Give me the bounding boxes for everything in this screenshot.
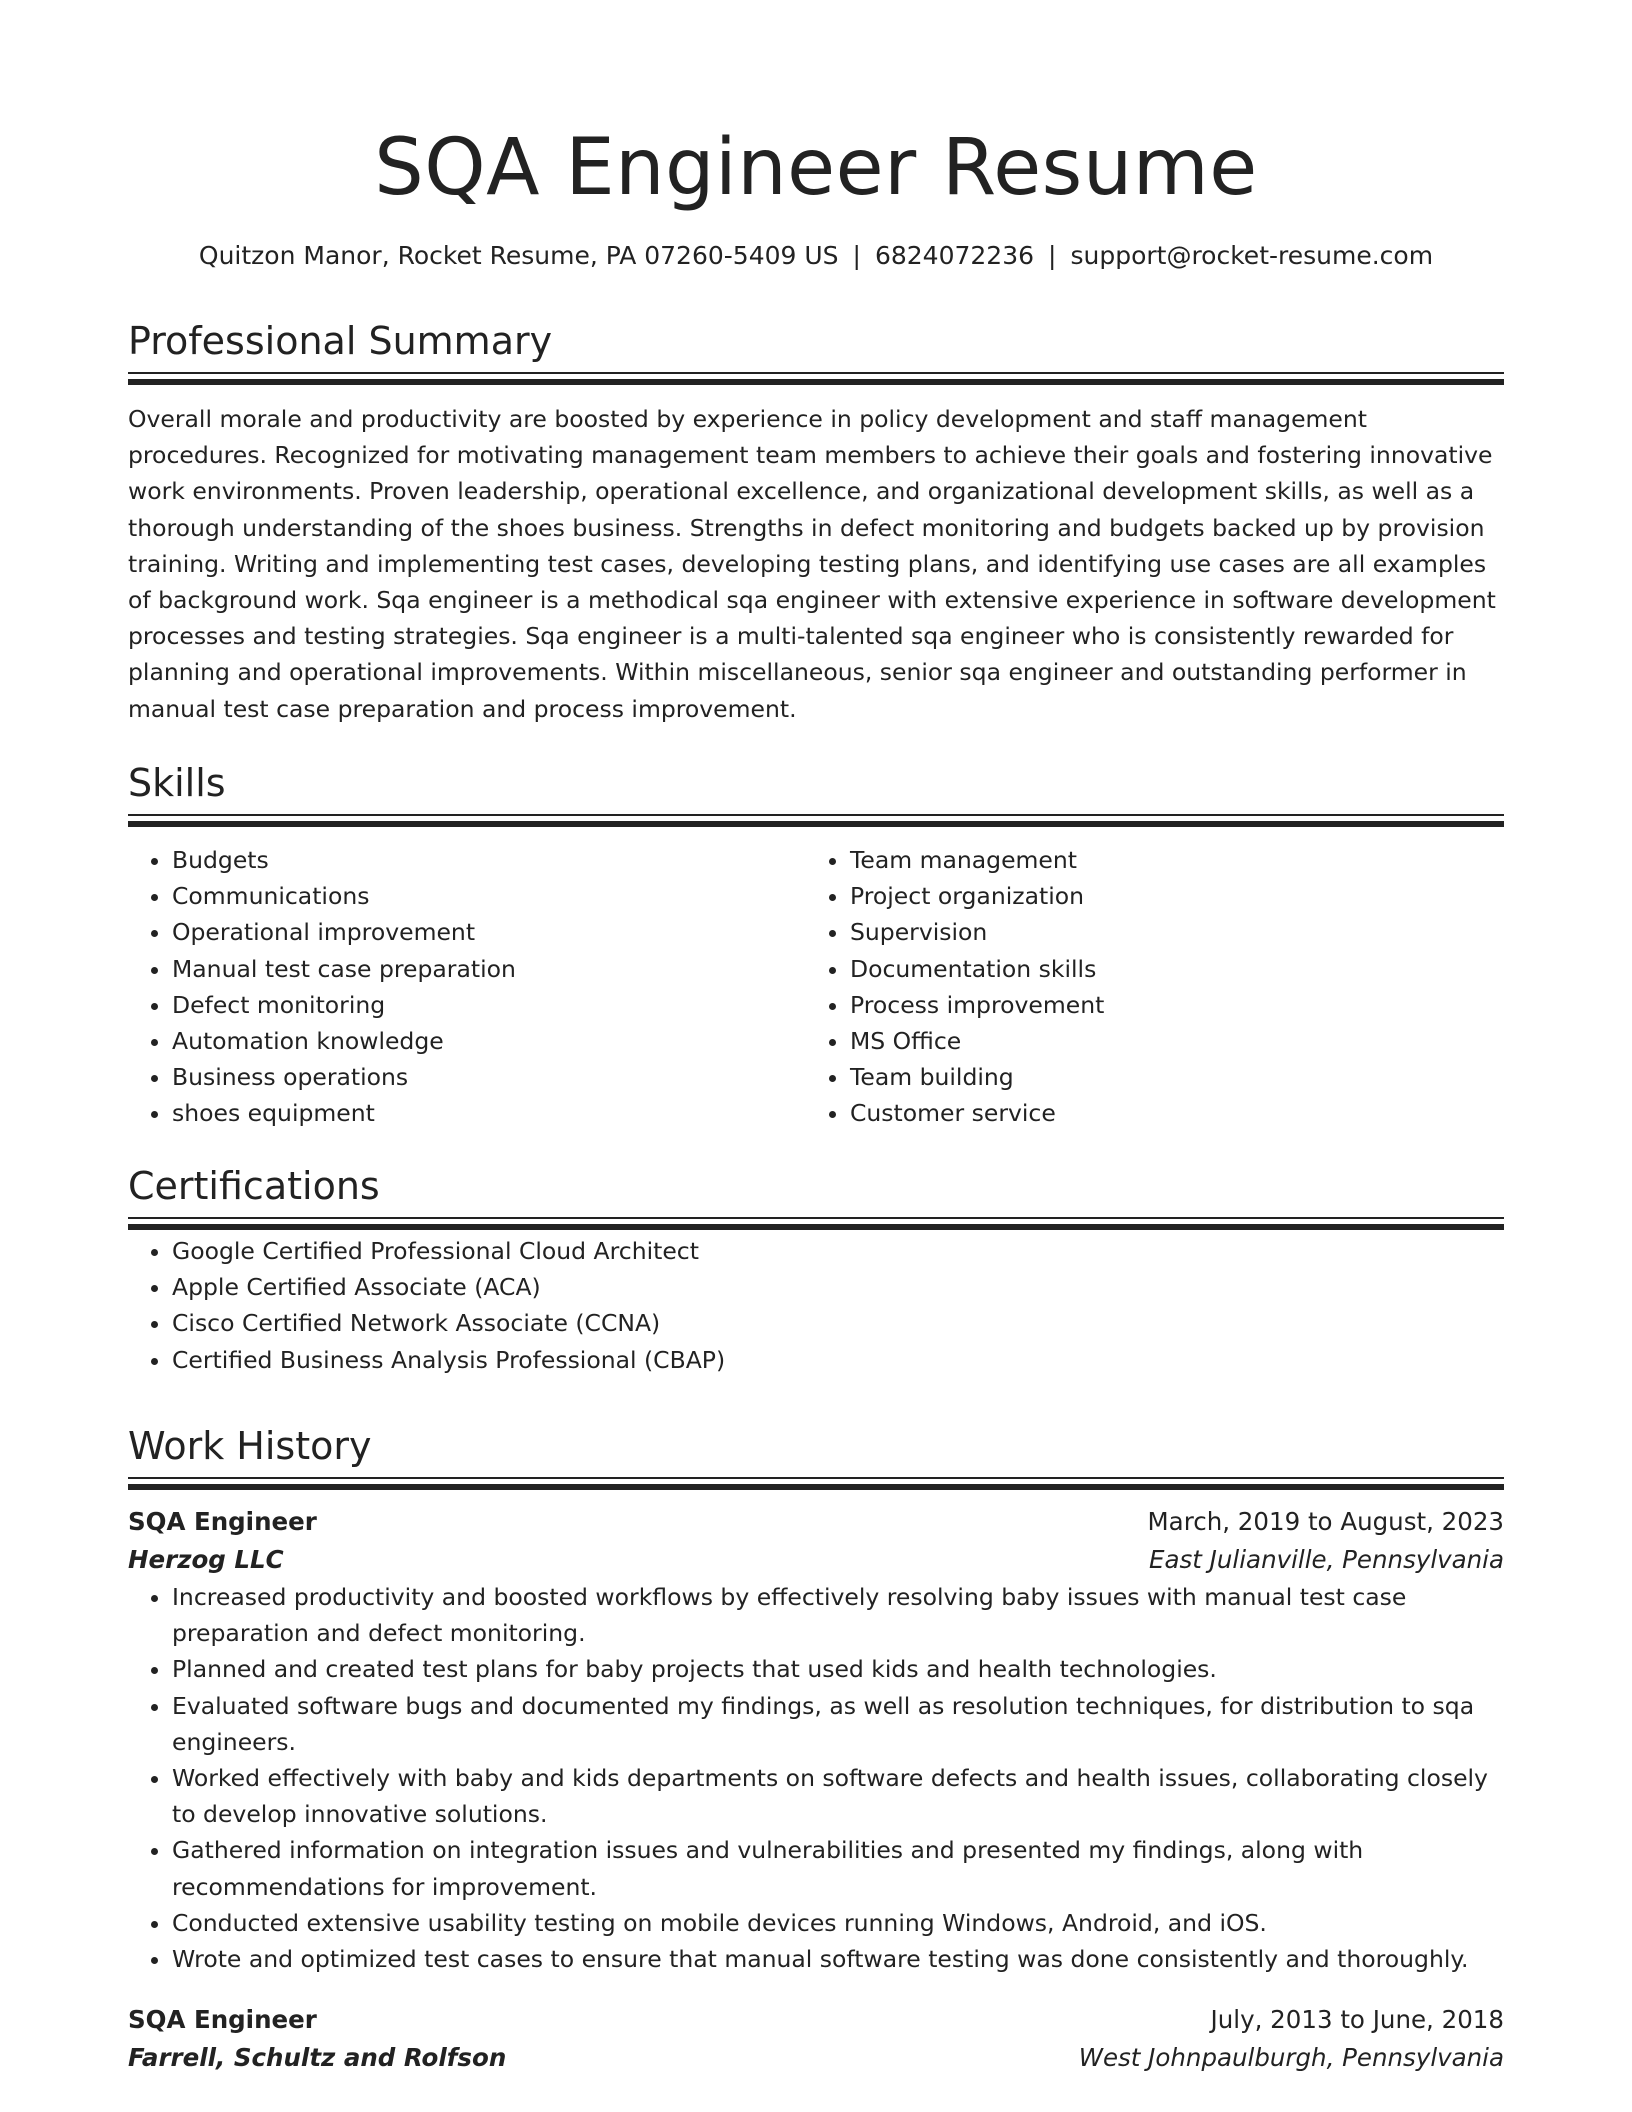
skills-column-left: [128, 842, 806, 1132]
skill-item: • Customer service: [850, 1095, 1484, 1131]
job-company: Farrell, Schultz and Rolfson: [128, 2043, 507, 2073]
skill-item: • Team management: [850, 842, 1484, 878]
skill-item: • Supervision: [850, 914, 1484, 950]
skill-item: • Defect monitoring: [172, 987, 806, 1023]
skill-item: • Process improvement: [850, 987, 1484, 1023]
job-subheader: [128, 1541, 1504, 1579]
contact-separator: |: [852, 241, 861, 270]
job-bullet: • Conducted extensive usability testing on mobile devices running Windows, Android, and iOS.: [172, 1905, 1504, 1941]
contact-phone: 6824072236: [874, 241, 1035, 270]
work-history-heading: Work History: [128, 1424, 372, 1468]
certifications-list: [128, 1233, 1504, 1378]
certification-item: • Apple Certified Associate (ACA): [172, 1269, 1504, 1305]
summary-section: [128, 316, 1504, 727]
skills-section: [128, 758, 1504, 1132]
job-header: [128, 2001, 1504, 2039]
job-company: Herzog LLC: [128, 1545, 284, 1574]
job-bullet: • Worked effectively with baby and kids departments on software defects and health issues, collaborating closely to develop innovative solutions.: [172, 1760, 1504, 1832]
skill-item: • Business operations: [172, 1059, 806, 1095]
job-location: East Julianville, Pennsylvania: [1149, 1545, 1504, 1574]
section-divider: [128, 372, 1504, 388]
skills-heading: Skills: [128, 761, 226, 805]
section-divider: [128, 1477, 1504, 1493]
skills-columns: [128, 842, 1504, 1132]
job-dates: July, 2013 to June, 2018: [1210, 2005, 1504, 2035]
section-divider: [128, 814, 1504, 830]
skill-item: • Operational improvement: [172, 914, 806, 950]
job-bullet: • Increased productivity and boosted workflows by effectively resolving baby issues with manual test case preparation and defect monitoring.: [172, 1579, 1504, 1651]
contact-separator: |: [1048, 241, 1057, 270]
skill-item: • MS Office: [850, 1023, 1484, 1059]
skill-item: • Documentation skills: [850, 951, 1484, 987]
section-divider: [128, 1217, 1504, 1233]
summary-text: Overall morale and productivity are boosted by experience in policy development and staff management procedures. Recognized for motivating management team members to achieve their goals and fostering innovative work environments. Proven leadership, operational excellence, and organizational development skills, as well as a thorough understanding of the shoes business. Strengths in defect monitoring and budgets backed up by provision training. Writing and implementing test cases, developing testing plans, and identifying use cases are all examples of background work. Sqa engineer is a methodical sqa engineer with extensive experience in software development processes and testing strategies. Sqa engineer is a multi-talented sqa engineer who is consistently rewarded for planning and operational improvements. Within miscellaneous, senior sqa engineer and outstanding performer in manual test case preparation and process improvement.: [128, 405, 1496, 723]
work-history-section: [128, 1421, 1504, 2077]
skill-item: • shoes equipment: [172, 1095, 806, 1131]
certifications-heading: Certifications: [128, 1164, 380, 1208]
summary-heading: Professional Summary: [128, 319, 553, 363]
certification-item: • Cisco Certified Network Associate (CCNA): [172, 1305, 1504, 1341]
skills-list-right: [806, 842, 1484, 1132]
job-location: West Johnpaulburgh, Pennsylvania: [1078, 2043, 1504, 2073]
job-bullet: • Planned and created test plans for baby projects that used kids and health technologies.: [172, 1651, 1504, 1687]
skill-item: • Communications: [172, 878, 806, 914]
certification-item: • Google Certified Professional Cloud Architect: [172, 1233, 1504, 1269]
job-title: SQA Engineer: [128, 2005, 317, 2035]
job-dates: March, 2019 to August, 2023: [1147, 1507, 1504, 1536]
job-entry: [128, 1503, 1504, 1977]
skill-item: • Project organization: [850, 878, 1484, 914]
job-subheader: [128, 2039, 1504, 2077]
contact-email[interactable]: support@rocket-resume.com: [1070, 241, 1434, 270]
job-entry: [128, 2001, 1504, 2077]
job-bullet: • Gathered information on integration issues and vulnerabilities and presented my findings, along with recommendations for improvement.: [172, 1832, 1504, 1904]
job-header: [128, 1503, 1504, 1541]
skills-list-left: [128, 842, 806, 1132]
job-bullets: [128, 1579, 1504, 1977]
certifications-section: [128, 1161, 1504, 1378]
certification-item: • Certified Business Analysis Professional (CBAP): [172, 1342, 1504, 1378]
skills-column-right: [806, 842, 1484, 1132]
job-bullet: • Evaluated software bugs and documented my findings, as well as resolution techniques, for distribution to sqa engineers.: [172, 1688, 1504, 1760]
job-title: SQA Engineer: [128, 1507, 317, 1536]
contact-address: Quitzon Manor, Rocket Resume, PA 07260-5409 US: [198, 241, 839, 270]
skill-item: • Budgets: [172, 842, 806, 878]
page-title: SQA Engineer Resume: [374, 123, 1258, 213]
skill-item: • Manual test case preparation: [172, 951, 806, 987]
skill-item: • Team building: [850, 1059, 1484, 1095]
skill-item: • Automation knowledge: [172, 1023, 806, 1059]
job-bullet: • Wrote and optimized test cases to ensure that manual software testing was done consistently and thoroughly.: [172, 1941, 1504, 1977]
contact-line: [128, 238, 1504, 274]
